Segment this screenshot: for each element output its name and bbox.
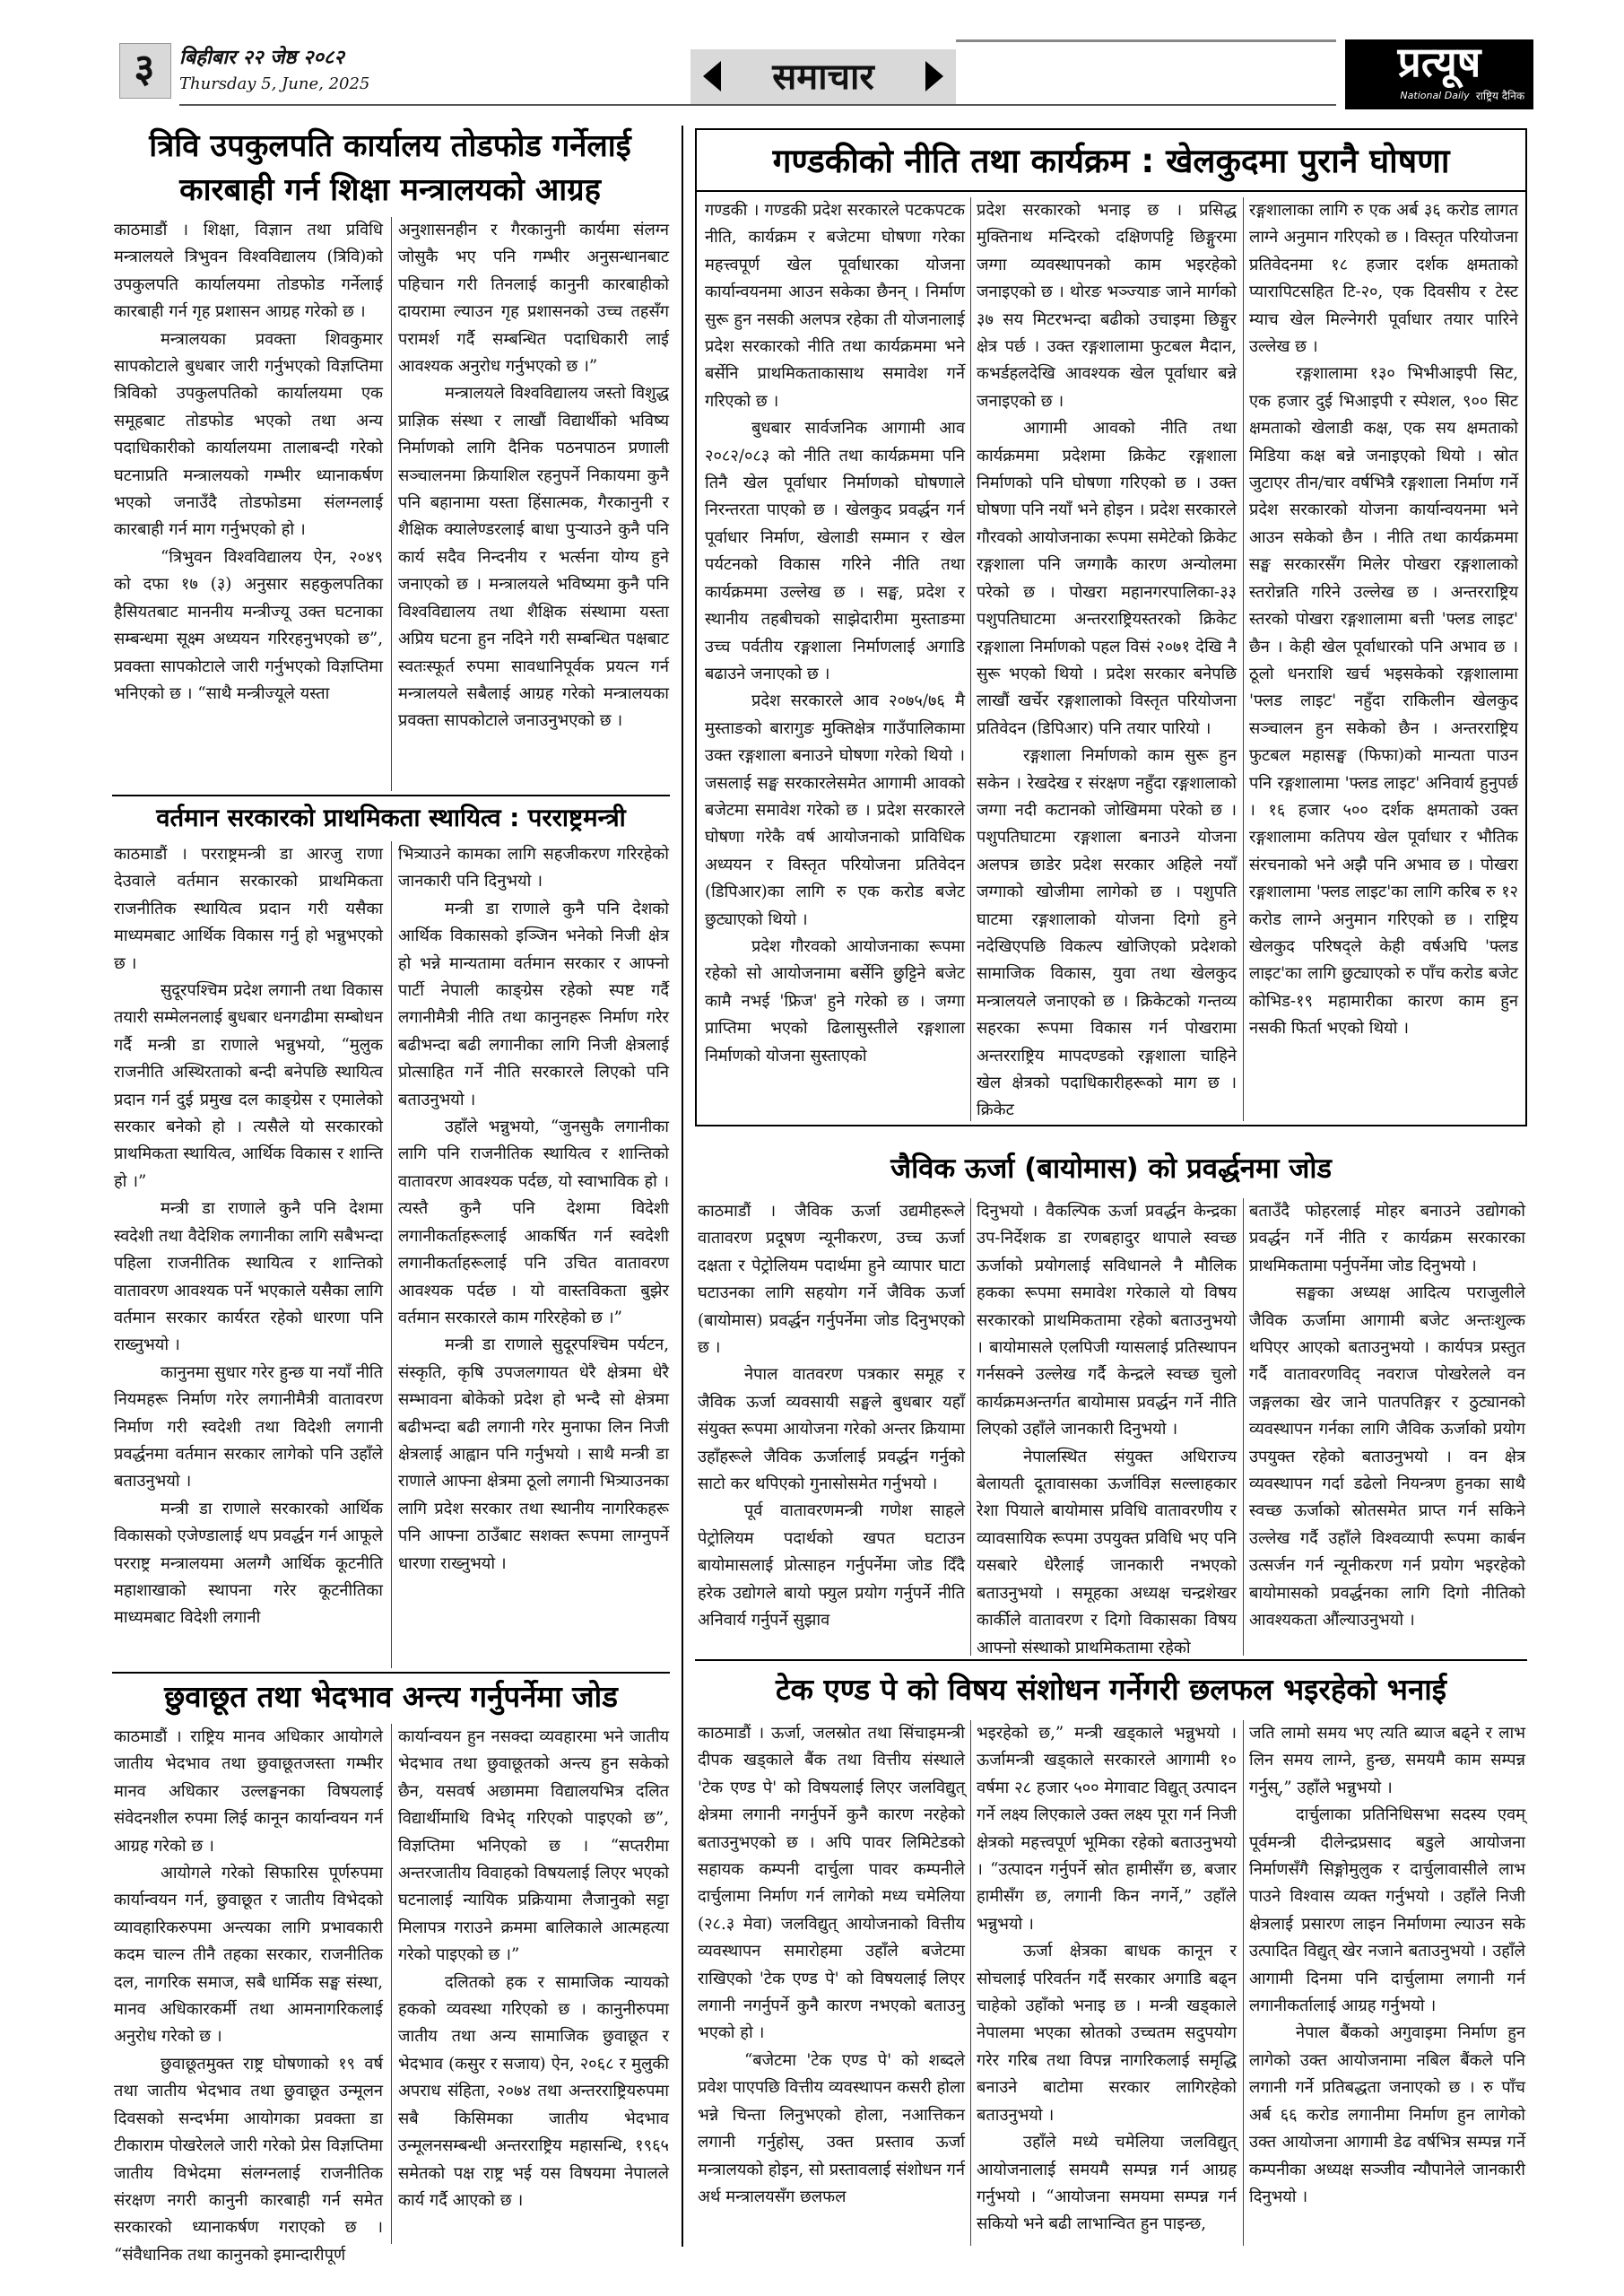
story5-column-2 — [977, 1198, 1237, 1656]
story5-column-3 — [1249, 1198, 1525, 1656]
date-english: Thursday 5, June, 2025 — [179, 74, 370, 93]
paragraph: अनुशासनहीन र गैरकानुनी कार्यमा संलग्न जोसुकै भए पनि गम्भीर अनुसन्धानबाट पहिचान गरी तिनलाई कानुनी कारबाहीको दायरामा ल्याउन गृह प्रशासनको उच्च तहसँग परामर्श गर्दै सम्बन्धित पदाधिकारी लाई आवश्यक अनुरोध गर्नुभएको छ ।” — [398, 221, 669, 377]
paragraph: “बजेटमा 'टेक एण्ड पे' को शब्दले प्रवेश पाएपछि वित्तीय व्यवस्थापन कसरी होला भन्ने चिन्ता लिनुभएको होला, नआत्तिकन लगानी गर्नुहोस्, उक्त प्रस्ताव ऊर्जा मन्त्रालयको होइन, सो प्रस्तावलाई संशोधन गर्न अर्थ मन्त्रालयसँग छलफल — [698, 2050, 965, 2206]
paragraph: रङ्गशालाका लागि रु एक अर्ब ३६ करोड लागत लाग्ने अनुमान गरिएको छ । विस्तृत परियोजना प्रतिवेदनमा १८ हजार दर्शक क्षमताको प्यारापिटसहित टि-२०, एक दिवसीय र टेस्ट म्याच खेल मिल्नेगरी पूर्वाधार तयार पारिने उल्लेख छ । — [1249, 201, 1518, 357]
paragraph: नेपाल वातवरण पत्रकार समूह र जैविक ऊर्जा व्यवसायी सङ्घले बुधबार यहाँ संयुक्त रूपमा आयोजना गरेको अन्तर क्रियामा उहाँहरूले जैविक ऊर्जालाई प्रवर्द्धन गर्नुको साटो कर थपिएको गुनासोसमेत गर्नुभयो । — [698, 1365, 965, 1494]
paragraph: भइरहेको छ,” मन्त्री खड्काले भन्नुभयो । ऊर्जामन्त्री खड्काले सरकारले आगामी १० वर्षमा २८ हजार ५०० मेगावाट विद्युत् उत्पादन गर्ने लक्ष्य लिएकाले उक्त लक्ष्य पूरा गर्न निजी क्षेत्रको महत्त्वपूर्ण भूमिका रहेको बताउनुभयो । “उत्पादन गर्नुपर्ने स्रोत हामीसँग छ, बजार हामीसँग छ, लगानी किन नगर्ने,” उहाँले भन्नुभयो । — [977, 1724, 1237, 1934]
paragraph: ऊर्जा क्षेत्रका बाधक कानून र सोचलाई परिवर्तन गर्दै सरकार अगाडि बढ्न चाहेको उहाँको भनाइ छ । मन्त्री खड्काले नेपालमा भएका स्रोतको उच्चतम सदुपयोग गरेर गरिब तथा विपन्न नागरिकलाई समृद्धि बनाउने बाटोमा सरकार लागिरहेको बताउनुभयो । — [977, 1942, 1237, 2125]
paragraph: काठमाडौं । राष्ट्रिय मानव अधिकार आयोगले जातीय भेदभाव तथा छुवाछूतजस्ता गम्भीर मानव अधिकार उल्लङ्घनका विषयलाई संवेदनशील रुपमा लिई कानून कार्यान्वयन गर्न आग्रह गरेको छ । — [114, 1727, 383, 1856]
paragraph: नेपालस्थित संयुक्त अधिराज्य बेलायती दूतावासका ऊर्जाविज्ञ सल्लाहकार रेशा पियाले बायोमास प्रविधि वातावरणीय र व्यावसायिक रूपमा उपयुक्त प्रविधि भए पनि यसबारे धेरैलाई जानकारी नभएको बताउनुभयो । समूहका अध्यक्ष चन्द्रशेखर कार्कीले वातावरण र दिगो विकासका विषय आफ्नो संस्थाको प्राथमिकतामा रहेको — [977, 1447, 1237, 1657]
story6-column-3 — [1249, 1720, 1525, 2246]
story3-headline: छुवाछूत तथा भेदभाव अन्त्य गर्नुपर्नेमा जोड — [164, 1679, 618, 1714]
paragraph: मन्त्रालयले विश्वविद्यालय जस्तो विशुद्ध प्राज्ञिक संस्था र लाखौं विद्यार्थीको भविष्य निर्माणको लागि दैनिक पठनपाठन प्रणाली सञ्चालनमा क्रियाशिल रहनुपर्ने निकायमा कुनै पनि बहानामा यस्ता हिंसात्मक, गैरकानुनी र शैक्षिक क्यालेण्डरलाई बाधा पुऱ्याउने कुनै पनि कार्य सदैव निन्दनीय र भर्त्सना योग्य हुने जनाएको छ । मन्त्रालयले भविष्यमा कुनै पनि विश्वविद्यालय तथा शैक्षिक संस्थामा यस्ता अप्रिय घटना हुन नदिने गरी सम्बन्धित पक्षबाट स्वतःस्फूर्त रुपमा सावधानिपूर्वक प्रयत्न गर्न मन्त्रालयले सबैलाई आग्रह गरेको मन्त्रालयका प्रवक्ता सापकोटाले जनाउनुभएको छ । — [398, 384, 669, 731]
column-divider — [970, 1198, 971, 1656]
paragraph: उहाँले मध्ये चमेलिया जलविद्युत् आयोजनालाई समयमै सम्पन्न गर्न आग्रह गर्नुभयो । “आयोजना समयमा सम्पन्न गर्न सकियो भने बढी लाभान्वित हुन पाइन्छ, — [977, 2133, 1237, 2234]
logo-sub-np: राष्ट्रिय दैनिक — [1475, 90, 1525, 102]
column-divider — [1243, 197, 1244, 1121]
column-divider — [970, 1720, 971, 2246]
paragraph: रङ्गशाला निर्माणको काम सुरू हुन सकेन । रेखदेख र संरक्षण नहुँदा रङ्गशालाको जग्गा नदी कटानको जोखिममा परेको छ । पशुपतिघाटमा रङ्गशाला बनाउने योजना अलपत्र छाडेर प्रदेश सरकार अहिले नयाँ जग्गाको खोजीमा लागेको छ । पशुपति घाटमा रङ्गशालाको योजना दिगो हुने नदेखिएपछि विकल्प खोजिएको प्रदेशको सामाजिक विकास, युवा तथा खेलकुद मन्त्रालयले जनाएको छ । क्रिकेटको गन्तव्य सहरका रूपमा विकास गर्न पोखरामा अन्तरराष्ट्रिय मापदण्डको रङ्गशाला चाहिने खेल क्षेत्रको पदाधिकारीहरूको माग छ । क्रिकेट — [977, 746, 1237, 1120]
paragraph: भित्र्याउने कामका लागि सहजीकरण गरिरहेको जानकारी पनि दिनुभयो । — [398, 845, 669, 891]
story-separator — [695, 1659, 1527, 1661]
paragraph: मन्त्रालयका प्रवक्ता शिवकुमार सापकोटाले बुधबार जारी गर्नुभएको विज्ञप्तिमा त्रिविको उपकुलपतिको कार्यालयमा एक समूहबाट तोडफोड भएको तथा अन्य पदाधिकारीको कार्यालयमा तालाबन्दी गरेको घटनाप्रति मन्त्रालयको गम्भीर ध्यानाकर्षण भएको जनाउँदै तोडफोडमा संलग्नलाई कारबाही गर्न माग गर्नुभएको हो । — [114, 329, 383, 540]
paragraph: काठमाडौं । ऊर्जा, जलस्रोत तथा सिंचाइमन्त्री दीपक खड्काले बैंक तथा वित्तीय संस्थाले 'टेक एण्ड पे' को विषयलाई लिएर जलविद्युत् क्षेत्रमा लगानी नगर्नुपर्ने कुनै कारण नरहेको बताउनुभएको छ । अपि पावर लिमिटेडको सहायक कम्पनी दार्चुला पावर कम्पनीले दार्चुलामा निर्माण गर्न लागेको मध्य चमेलिया (२८.३ मेवा) जलविद्युत् आयोजनाको वित्तीय व्यवस्थापन समारोहमा उहाँले बजेटमा राखिएको 'टेक एण्ड पे' को विषयलाई लिएर लगानी नगर्नुपर्ने कुनै कारण नभएको बताउनु भएको हो । — [698, 1724, 965, 2043]
paragraph: दलितको हक र सामाजिक न्यायको हकको व्यवस्था गरिएको छ । कानुनीरुपमा जातीय तथा अन्य सामाजिक छुवाछूत र भेदभाव (कसुर र सजाय) ऐन, २०६८ र मुलुकी अपराध संहिता, २०७४ तथा अन्तरराष्ट्रियरुपमा सबै किसिमका जातीय भेदभाव उन्मूलनसम्बन्धी अन्तरराष्ट्रिय महासन्धि, १९६५ समेतको पक्ष राष्ट्र भई यस विषयमा नेपालले कार्य गर्दै आएको छ । — [398, 1972, 669, 2210]
story4-headline: गण्डकीको नीति तथा कार्यक्रम : खेलकुदमा पुरानै घोषणा — [772, 142, 1450, 180]
paragraph: छुवाछूतमुक्त राष्ट्र घोषणाको १९ वर्ष तथा जातीय भेदभाव तथा छुवाछूत उन्मूलन दिवसको सन्दर्भमा आयोगका प्रवक्ता डा टीकाराम पोखरेलले जारी गरेको प्रेस विज्ञप्तिमा जातीय विभेदमा संलग्नलाई राजनीतिक संरक्षण नगरी कानुनी कारबाही गर्न समेत सरकारको ध्यानाकर्षण गराएको छ । “संवैधानिक तथा कानुनको इमान्दारीपूर्ण — [114, 2054, 383, 2265]
arrow-left-icon — [703, 61, 721, 91]
arrow-right-icon — [925, 61, 943, 91]
story4-column-1 — [705, 197, 965, 1121]
paragraph: बताउँदै फोहरलाई मोहर बनाउने उद्योगको प्रवर्द्धन गर्ने नीति र कार्यक्रम सरकारका प्राथमिकतामा पर्नुपर्नेमा जोड दिनुभयो । — [1249, 1202, 1525, 1275]
paragraph: नेपाल बैंकको अगुवाइमा निर्माण हुन लागेको उक्त आयोजनामा नबिल बैंकले पनि लगानी गर्ने प्रतिबद्धता जनाएको छ । रु पाँच अर्ब ६६ करोड लगानीमा निर्माण हुन लागेको उक्त आयोजना आगामी डेढ वर्षभित्र सम्पन्न गर्ने कम्पनीका अध्यक्ष सञ्जीव न्यौपानेले जानकारी दिनुभयो । — [1249, 2023, 1525, 2206]
story4-column-2 — [977, 197, 1237, 1121]
page-number: ३ — [134, 46, 155, 91]
story1-column-1 — [114, 217, 383, 789]
story-separator — [695, 190, 1527, 192]
column-divider — [1243, 1198, 1244, 1656]
story3-column-2 — [398, 1724, 669, 2244]
story3-column-1 — [114, 1724, 383, 2265]
story6-headline: टेक एण्ड पे को विषय संशोधन गर्नेगरी छलफल भइरहेको भनाई — [775, 1672, 1447, 1707]
column-divider — [391, 841, 392, 1668]
paragraph: उहाँले भन्नुभयो, “जुनसुकै लगानीका लागि पनि राजनीतिक स्थायित्व र शान्तिको वातावरण आवश्यक पर्दछ, यो स्वाभाविक हो । त्यस्तै कुनै पनि देशमा विदेशी लगानीकर्ताहरूलाई आकर्षित गर्न स्वदेशी लगानीकर्ताहरूलाई पनि उचित वातावरण आवश्यक पर्दछ । यो वास्तविकता बुझेर वर्तमान सरकारले काम गरिरहेको छ ।” — [398, 1118, 669, 1327]
story5-column-1 — [698, 1198, 965, 1656]
story1-column-2 — [398, 217, 669, 789]
paragraph: कानुनमा सुधार गरेर हुन्छ या नयाँ नीति नियमहरू निर्माण गरेर लगानीमैत्री वातावरण निर्माण गरी स्वदेशी तथा विदेशी लगानी प्रवर्द्धनमा वर्तमान सरकार लागेको पनि उहाँले बताउनुभयो । — [114, 1362, 383, 1492]
story2-column-2 — [398, 841, 669, 1668]
paragraph: मन्त्री डा राणाले सरकारको आर्थिक विकासको एजेण्डालाई थप प्रवर्द्धन गर्न आफूले परराष्ट्र मन्त्रालयमा अलग्गै आर्थिक कूटनीति महाशाखाको स्थापना गरेर कूटनीतिका माध्यमबाट विदेशी लगानी — [114, 1499, 383, 1628]
paragraph: कार्यान्वयन हुन नसक्दा व्यवहारमा भने जातीय भेदभाव तथा छुवाछूतको अन्त्य हुन सकेको छैन, यसवर्ष अछाममा विद्यालयभित्र दलित विद्यार्थीमाथि विभेद् गरिएको पाइएको छ”, विज्ञप्तिमा भनिएको छ । “सप्तरीमा अन्तरजातीय विवाहको विषयलाई लिएर भएको घटनालाई न्यायिक प्रक्रियामा लैजानुको सट्टा मिलापत्र गराउने क्रममा बालिकाले आत्महत्या गरेको पाइएको छ ।” — [398, 1727, 669, 1965]
column-divider — [391, 217, 392, 791]
logo-sub-en: National Daily — [1400, 90, 1470, 101]
story6-column-1 — [698, 1720, 965, 2246]
paragraph: दार्चुलाका प्रतिनिधिसभा सदस्य एवम् पूर्वमन्त्री दीलेन्द्रप्रसाद बडुले आयोजना निर्माणसँगै सिङ्गोमुलुक र दार्चुलावासीले लाभ पाउने विश्वास व्यक्त गर्नुभयो । उहाँले निजी क्षेत्रलाई प्रसारण लाइन निर्माणमा ल्याउन सके उत्पादित विद्युत् खेर नजाने बताउनुभयो । उहाँले आगामी दिनमा पनि दार्चुलामा लगानी गर्न लगानीकर्तालाई आग्रह गर्नुभयो । — [1249, 1805, 1525, 2016]
column-divider — [970, 197, 971, 1121]
paragraph: मन्त्री डा राणाले कुनै पनि देशमा स्वदेशी तथा वैदेशिक लगानीका लागि सबैभन्दा पहिला राजनीतिक स्थायित्व र शान्तिको वातावरण आवश्यक पर्ने भएकाले यसैका लागि वर्तमान सरकार कार्यरत रहेको धारणा पनि राख्नुभयो । — [114, 1199, 383, 1355]
masthead — [0, 0, 1624, 124]
paragraph: काठमाडौं । परराष्ट्रमन्त्री डा आरजु राणा देउवाले वर्तमान सरकारको प्राथमिकता राजनीतिक स्थायित्व प्रदान गरी यसैका माध्यमबाट आर्थिक विकास गर्नु हो भन्नुभएको छ । — [114, 845, 383, 973]
paragraph: सङ्घका अध्यक्ष आदित्य पराजुलीले जैविक ऊर्जामा आगामी बजेट अन्तःशुल्क थपिएर आएको बताउनुभयो । कार्यपत्र प्रस्तुत गर्दै वातावरणविद् नवराज पोखरेलले वन जङ्गलका खेर जाने पातपतिङ्गर र ठुट्यानको व्यवस्थापन गर्नका लागि जैविक ऊर्जाको प्रयोग उपयुक्त रहेको बताउनुभयो । वन क्षेत्र व्यवस्थापन गर्दा डढेलो नियन्त्रण हुनका साथै स्वच्छ ऊर्जाको स्रोतसमेत प्राप्त गर्न सकिने उल्लेख गर्दै उहाँले विश्वव्यापी रूपमा कार्बन उत्सर्जन गर्न न्यूनीकरण गर्न प्रयोग भइरहेको बायोमासको प्रवर्द्धनका लागि दिगो नीतिको आवश्यकता औंल्याउनुभयो । — [1249, 1283, 1525, 1631]
story6-column-2 — [977, 1720, 1237, 2246]
paragraph: आयोगले गरेको सिफारिस पूर्णरुपमा कार्यान्वयन गर्न, छुवाछूत र जातीय विभेदको व्यावहारिकरुपमा अन्त्यका लागि प्रभावकारी कदम चाल्न तीनै तहका सरकार, राजनीतिक दल, नागरिक समाज, सबै धार्मिक सङ्घ संस्था, मानव अधिकारकर्मी तथा आमनागरिकलाई अनुरोध गरेको छ । — [114, 1864, 383, 2047]
paragraph: प्रदेश गौरवको आयोजनाका रूपमा रहेको सो आयोजनामा बर्सेनि छुट्टिने बजेट कामै नभई 'फ्रिज' हुने गरेको छ । जग्गा प्राप्तिमा भएको ढिलासुस्तीले रङ्गशाला निर्माणको योजना सुस्ताएको — [705, 936, 965, 1065]
paragraph: मन्त्री डा राणाले कुनै पनि देशको आर्थिक विकासको इञ्जिन भनेको निजी क्षेत्र हो भन्ने मान्यतामा वर्तमान सरकार र आफ्नो पार्टी नेपाली काङ्ग्रेस रहेको स्पष्ट गर्दै लगानीमैत्री नीति तथा कानुनहरू निर्माण गरेर बढीभन्दा बढी लगानीका लागि निजी क्षेत्रलाई प्रोत्साहित गर्ने नीति सरकारले लिएको पनि बताउनुभयो । — [398, 899, 669, 1109]
paragraph: काठमाडौं । शिक्षा, विज्ञान तथा प्रविधि मन्त्रालयले त्रिभुवन विश्वविद्यालय (त्रिवि)को उपकुलपति कार्यालयमा तोडफोड गर्नेलाई कारबाही गर्न गृह प्रशासन आग्रह गरेको छ । — [114, 221, 383, 322]
date-nepali: बिहीबार २२ जेष्ठ २०८२ — [179, 46, 344, 69]
masthead-rule-right — [956, 39, 1336, 42]
paragraph: प्रदेश सरकारको भनाइ छ । प्रसिद्ध मुक्तिनाथ मन्दिरको दक्षिणपट्टि छिङ्गुरमा जग्गा व्यवस्थापनको काम भइरहेको जनाइएको छ । थोरङ भञ्ज्याङ जाने मार्गको ३७ सय मिटरभन्दा बढीको उचाइमा छिङ्गुर क्षेत्र पर्छ । उक्त रङ्गशालामा फुटबल मैदान, कभर्डहलदेखि आवश्यक खेल पूर्वाधार बन्ने जनाइएको छ । — [977, 201, 1237, 411]
story5-headline: जैविक ऊर्जा (बायोमास) को प्रवर्द्धनमा जोड — [890, 1152, 1332, 1185]
page-divider — [682, 126, 683, 2247]
paragraph: “त्रिभुवन विश्वविद्यालय ऐन, २०४९ को दफा १७ (३) अनुसार सहकुलपतिका हैसियतबाट माननीय मन्त्रीज्यू उक्त घटनाका सम्बन्धमा सूक्ष्म अध्ययन गरिरहनुभएको छ”, प्रवक्ता सापकोटाले जारी गर्नुभएको विज्ञप्तिमा भनिएको छ । “साथै मन्त्रीज्यूले यस्ता — [114, 547, 383, 703]
paragraph: रङ्गशालामा १३० भिभीआइपी सिट, एक हजार दुई भिआइपी र स्पेशल, ९०० सिट क्षमताको खेलाडी कक्ष, एक सय क्षमताको मिडिया कक्ष बन्ने जनाइएको थियो । स्रोत जुटाएर तीन/चार वर्षभित्रै रङ्गशाला निर्माण गर्ने प्रदेश सरकारको योजना कार्यान्वयनमा भने आउन सकेको छैन । नीति तथा कार्यक्रममा सङ्घ सरकारसँग मिलेर पोखरा रङ्गशालाको स्तरोन्नति गरिने उल्लेख छ । अन्तरराष्ट्रिय स्तरको पोखरा रङ्गशालामा बत्ती 'फ्लड लाइट' छैन । केही खेल पूर्वाधारको पनि अभाव छ । ठूलो धनराशि खर्च भइसकेको रङ्गशालामा 'फ्लड लाइट' नहुँदा राकिलीन खेलकुद सञ्चालन हुन सकेको छैन । अन्तरराष्ट्रिय फुटबल महासङ्घ (फिफा)को मान्यता पाउन पनि रङ्गशालामा 'फ्लड लाइट' अनिवार्य हुनुपर्छ । १६ हजार ५०० दर्शक क्षमताको उक्त रङ्गशालामा कतिपय खेल पूर्वाधार र भौतिक संरचनाको भने अझै पनि अभाव छ । पोखरा रङ्गशालामा 'फ्लड लाइट'का लागि करिब रु १२ करोड लाग्ने अनुमान गरिएको छ । राष्ट्रिय खेलकुद परिषद्ले केही वर्षअघि 'फ्लड लाइट'का लागि छुट्याएको रु पाँच करोड बजेट कोभिड-१९ महामारीका कारण काम हुन नसकी फिर्ता भएको थियो । — [1249, 364, 1518, 1039]
story2-headline: वर्तमान सरकारको प्राथमिकता स्थायित्व : परराष्ट्रमन्त्री — [156, 804, 626, 832]
paragraph: आगामी आवको नीति तथा कार्यक्रममा प्रदेशमा क्रिकेट रङ्गशाला निर्माणको पनि घोषणा गरिएको छ । उक्त घोषणा पनि नयाँ भने होइन । प्रदेश सरकारले गौरवको आयोजनाका रूपमा समेटेको क्रिकेट रङ्गशाला पनि जग्गाकै कारण अन्योलमा परेको छ । पोखरा महानगरपालिका-३३ पशुपतिघाटमा अन्तरराष्ट्रियस्तरको क्रिकेट रङ्गशाला निर्माणको पहल विसं २०७१ देखि नै सुरू भएको थियो । प्रदेश सरकार बनेपछि लाखौं खर्चेर रङ्गशालाको विस्तृत परियोजना प्रतिवेदन (डिपिआर) पनि तयार पारियो । — [977, 419, 1237, 738]
paragraph: सुदूरपश्चिम प्रदेश लगानी तथा विकास तयारी सम्मेलनलाई बुधबार धनगढीमा सम्बोधन गर्दै मन्त्री डा राणाले भन्नुभयो, “मुलुक राजनीति अस्थिरताको बन्दी बनेपछि स्थायित्व प्रदान गर्न दुई प्रमुख दल काङ्ग्रेस र एमालेको सरकार बनेको हो । त्यसैले यो सरकारको प्राथमिकता स्थायित्व, आर्थिक विकास र शान्ति हो ।” — [114, 981, 383, 1191]
paragraph: बुधबार सार्वजनिक आगामी आव २०८२/०८३ को नीति तथा कार्यक्रममा पनि तिनै खेल पूर्वाधार निर्माणको घोषणाले निरन्तरता पाएको छ । खेलकुद प्रवर्द्धन गर्न पूर्वाधार निर्माण, खेलाडी सम्मान र खेल पर्यटनको विकास गरिने नीति तथा कार्यक्रममा उल्लेख छ । सङ्घ, प्रदेश र स्थानीय तहबीचको साझेदारीमा मुस्ताङमा उच्च पर्वतीय रङ्गशाला निर्माणलाई अगाडि बढाउने जनाएको छ । — [705, 419, 965, 683]
paragraph: जति लामो समय भए त्यति ब्याज बढ्ने र लाभ लिन समय लाग्ने, हुन्छ, समयमै काम सम्पन्न गर्नुस्,” उहाँले भन्नुभयो । — [1249, 1724, 1525, 1797]
paragraph: दिनुभयो । वैकल्पिक ऊर्जा प्रवर्द्धन केन्द्रका उप-निर्देशक डा रणबहादुर थापाले स्वच्छ ऊर्जाको प्रयोगलाई सविधानले नै मौलिक हकका रूपमा समावेश गरेकाले यो विषय सरकारको प्राथमिकतामा रहेको बताउनुभयो । बायोमासले एलपिजी ग्यासलाई प्रतिस्थापन गर्नसक्ने उल्लेख गर्दै केन्द्रले स्वच्छ चुलो कार्यक्रमअन्तर्गत बायोमास प्रवर्द्धन गर्ने नीति लिएको उहाँले जानकारी दिनुभयो । — [977, 1202, 1237, 1439]
paragraph: गण्डकी । गण्डकी प्रदेश सरकारले पटकपटक नीति, कार्यक्रम र बजेटमा घोषणा गरेका महत्त्वपूर्ण खेल पूर्वाधारका योजना कार्यान्वयनमा आउन सकेका छैनन् । निर्माण सुरू हुन नसकी अलपत्र रहेका ती योजनालाई प्रदेश सरकारको नीति तथा कार्यक्रममा भने बर्सेनि प्राथमिकताकासाथ समावेश गर्ने गरिएको छ । — [705, 201, 965, 411]
masthead-rule — [179, 104, 1336, 106]
paragraph: मन्त्री डा राणाले सुदूरपश्चिम पर्यटन, संस्कृति, कृषि उपजलगायत धेरै क्षेत्रमा धेरै सम्भावना बोकेको प्रदेश हो भन्दै सो क्षेत्रमा बढीभन्दा बढी लगानी गरेर मुनाफा लिन निजी क्षेत्रलाई आह्वान पनि गर्नुभयो । साथै मन्त्री डा राणाले आफ्ना क्षेत्रमा ठूलो लगानी भित्र्याउनका लागि प्रदेश सरकार तथा स्थानीय नागरिकहरू पनि आफ्ना ठाउँबाट सशक्त रूपमा लाग्नुपर्ने धारणा राख्नुभयो । — [398, 1335, 669, 1573]
story4-column-3 — [1249, 197, 1518, 1121]
paragraph: पूर्व वातावरणमन्त्री गणेश साहले पेट्रोलियम पदार्थको खपत घटाउन बायोमासलाई प्रोत्साहन गर्नुपर्नेमा जोड दिँदै हरेक उद्योगले बायो फ्युल प्रयोग गर्नुपर्ने नीति अनिवार्य गर्नुपर्ने सुझाव — [698, 1501, 965, 1631]
logo-text: प्रत्यूष — [1397, 38, 1481, 86]
story1-headline-line2: कारबाही गर्न शिक्षा मन्त्रालयको आग्रह — [179, 172, 601, 208]
column-divider — [1243, 1720, 1244, 2246]
paragraph: काठमाडौं । जैविक ऊर्जा उद्यमीहरूले वातावरण प्रदूषण न्यूनीकरण, उच्च ऊर्जा दक्षता र पेट्रोलियम पदार्थमा हुने व्यापार घाटा घटाउनका लागि सहयोग गर्ने जैविक ऊर्जा (बायोमास) प्रवर्द्धन गर्नुपर्नेमा जोड दिनुभएको छ । — [698, 1202, 965, 1358]
section-title: समाचार — [772, 57, 874, 98]
story2-column-1 — [114, 841, 383, 1668]
story1-headline-line1: त्रिवि उपकुलपति कार्यालय तोडफोड गर्नेलाई — [149, 128, 631, 164]
column-divider — [391, 1724, 392, 2244]
paragraph: प्रदेश सरकारले आव २०७५/७६ मै मुस्ताङको बारागुङ मुक्तिक्षेत्र गाउँपालिकामा उक्त रङ्गशाला बनाउने घोषणा गरेको थियो । जसलाई सङ्घ सरकारलेसमेत आगामी आवको बजेटमा समावेश गरेको छ । प्रदेश सरकारले घोषणा गरेकै वर्ष आयोजनाको प्राविधिक अध्ययन र विस्तृत परियोजना प्रतिवेदन (डिपिआर)का लागि रु एक करोड बजेट छुट्याएको थियो । — [705, 691, 965, 929]
